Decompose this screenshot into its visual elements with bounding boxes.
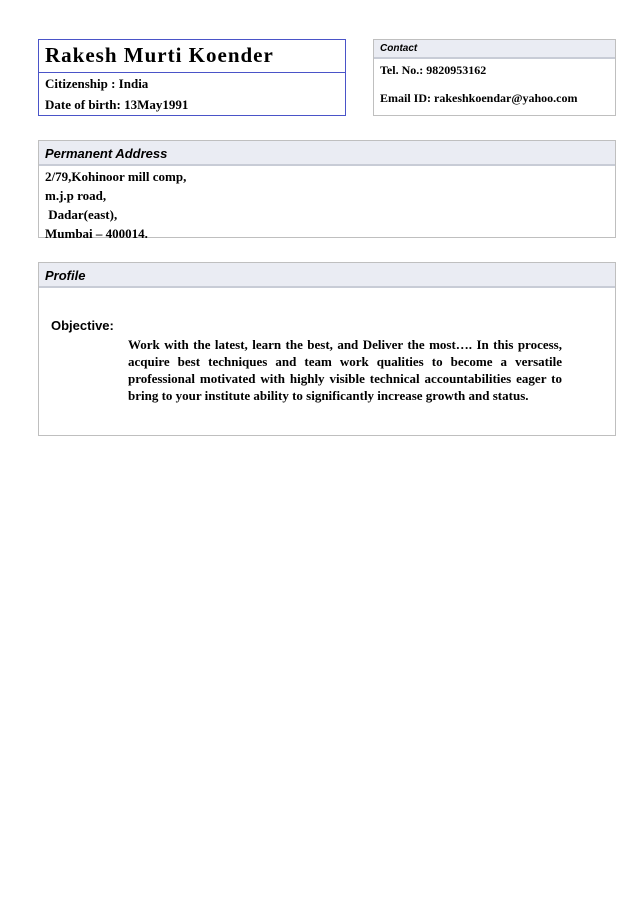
address-lines (39, 166, 615, 243)
email: Email ID: rakeshkoendar@yahoo.com (380, 91, 578, 105)
profile-heading: Profile (39, 263, 615, 288)
address-line: Dadar(east), (45, 207, 118, 222)
address-line: m.j.p road, (45, 188, 107, 203)
permanent-address-section (38, 140, 616, 241)
address-line: Mumbai – 400014. (45, 226, 148, 241)
applicant-name: Rakesh Murti Koender (39, 40, 345, 73)
profile-section (38, 262, 616, 436)
citizenship: Citizenship : India (45, 76, 149, 91)
objective-label: Objective: (51, 318, 114, 333)
personal-info-box (38, 39, 346, 116)
contact-heading: Contact (374, 40, 615, 59)
contact-box (373, 39, 616, 116)
date-of-birth: Date of birth: 13May1991 (45, 97, 189, 112)
telephone: Tel. No.: 9820953162 (380, 63, 487, 77)
address-heading: Permanent Address (39, 141, 615, 166)
objective-text: Work with the latest, learn the best, and Deliver the most…. In this process, acquire best techniques and team work qualities to become a versatile professional motivated with highly visible technical accountabilities eager to bring to your institute ability to significantly increase growth and status. (128, 337, 562, 403)
address-line: 2/79,Kohinoor mill comp, (45, 169, 187, 184)
